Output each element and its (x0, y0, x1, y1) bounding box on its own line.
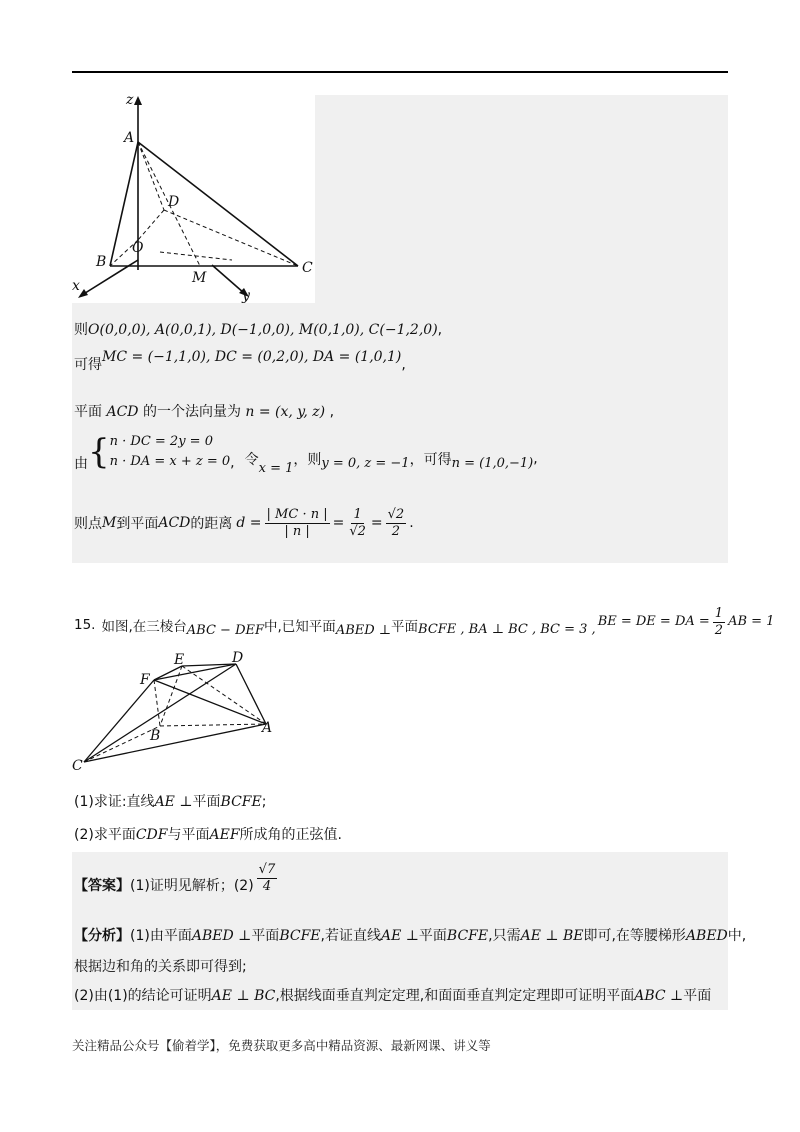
analysis-line-1 (74, 926, 746, 946)
coords-prefix: 则 (74, 322, 88, 338)
problem-half (713, 606, 725, 639)
system-get-math: n = (1,0,−1) (451, 455, 534, 471)
problem-15-statement (74, 605, 775, 642)
distance-prefix: 则点 (74, 516, 102, 532)
analysis-l1e: ,若证直线 (320, 928, 381, 944)
edge-DA (236, 664, 266, 724)
normal-vector-line (74, 402, 334, 422)
question-2 (74, 825, 342, 845)
problem-tai: ABC − DEF (186, 622, 265, 638)
problem-number: 15. (74, 617, 96, 633)
distance-frac3-den: 2 (391, 523, 401, 539)
answer-label: 【答案】 (74, 878, 130, 894)
y-axis-hidden (160, 252, 232, 260)
label-A: A (124, 130, 135, 146)
label-C: C (302, 260, 313, 276)
system-get: ，可得 (409, 452, 452, 468)
distance-plane: ACD (158, 515, 191, 531)
problem-plane1: ABED ⊥ (335, 622, 392, 638)
analysis-l1l: ABED (685, 928, 728, 944)
analysis-l1d: BCFE (279, 928, 321, 944)
q1-math1: AE ⊥ (154, 794, 193, 810)
system-prefix: 由 (74, 456, 88, 472)
vectors-prefix: 可得 (74, 357, 102, 373)
label-D2: D (232, 650, 244, 666)
analysis-l3c: ,根据线面垂直判定定理,和面面垂直判定定理即可证明平面 (275, 988, 635, 1004)
edge-FB (154, 680, 160, 726)
equation-system (74, 428, 538, 476)
analysis-l1i: ,只需 (488, 928, 521, 944)
distance-line (74, 498, 414, 548)
answer-num: √7 (258, 861, 276, 877)
vectors-math: MC = (−1,1,0), DC = (0,2,0), DA = (1,0,1) (102, 349, 402, 365)
problem-cond: BCFE , BA ⊥ BC , BC = 3 , (418, 621, 596, 637)
vectors-line (74, 349, 406, 375)
system-brace: { (88, 432, 110, 472)
distance-eq2: = (370, 515, 383, 531)
distance-frac2-den: √2 (349, 523, 366, 539)
distance-d: d = (236, 515, 262, 531)
system-then-math: y = 0, z = −1 (321, 455, 410, 471)
label-F: F (140, 672, 150, 688)
q1-text: (1)求证:直线 (74, 794, 155, 810)
problem-half-num: 1 (714, 605, 724, 621)
normal-prefix: 平面 (74, 404, 102, 420)
analysis-line-3 (74, 986, 711, 1006)
label-A2: A (262, 720, 273, 736)
normal-math: n = (x, y, z) (245, 404, 326, 420)
edge-BA (160, 724, 266, 726)
answer-line (74, 858, 280, 898)
coords-line (74, 320, 442, 340)
label-z: z (126, 92, 134, 108)
analysis-l3b: AE ⊥ BC (211, 988, 276, 1004)
analysis-l1h: BCFE (446, 928, 489, 944)
answer-part1: (1)证明见解析；(2) (130, 878, 254, 894)
label-D: D (168, 194, 180, 210)
analysis-l1j: AE ⊥ BE (520, 928, 584, 944)
analysis-l3e: 平面 (683, 988, 712, 1004)
analysis-label: 【分析】 (74, 928, 130, 944)
analysis-l1f: AE ⊥ (380, 928, 419, 944)
question-1 (74, 792, 266, 812)
system-eq2: n · DA = x + z = 0 (109, 454, 231, 469)
problem-eqs-end: AB = 1 (728, 613, 775, 629)
distance-mid: 到平面 (116, 516, 159, 532)
figure-pyramid-coordinate (72, 90, 317, 305)
figure-frustum (70, 650, 290, 775)
analysis-l3a: (2)由(1)的结论可证明 (74, 988, 212, 1004)
edge-FA (154, 680, 266, 724)
analysis-l1g: 平面 (418, 928, 447, 944)
label-B2: B (150, 728, 161, 744)
q2-math2: AEF (209, 827, 240, 843)
system-let-math: x = 1 (258, 460, 294, 476)
analysis-l2: 根据边和角的关系即可得到; (74, 959, 247, 975)
system-equations (110, 432, 231, 472)
system-then: ，则 (293, 452, 322, 468)
analysis-l3d: ABC ⊥ (634, 988, 684, 1004)
y-axis (212, 265, 244, 293)
analysis-l1m: 中, (727, 928, 747, 944)
system-let: 令 (244, 452, 259, 468)
label-y: y (242, 288, 250, 304)
distance-frac3-num: √2 (387, 506, 405, 522)
distance-eq: = (332, 515, 345, 531)
problem-text3: 平面 (391, 619, 419, 635)
normal-suffix: , (329, 404, 335, 420)
q1-end: ; (261, 794, 267, 810)
label-O: O (132, 240, 144, 256)
analysis-line-2 (74, 957, 247, 977)
label-E: E (174, 652, 185, 668)
label-C2: C (72, 758, 83, 774)
distance-fraction-3 (386, 507, 407, 540)
analysis-l1a: (1)由平面 (130, 928, 192, 944)
q2-text2: 与平面 (167, 827, 210, 843)
problem-text2: 中,已知平面 (264, 619, 336, 635)
answer-fraction (257, 862, 278, 895)
normal-plane: ACD (106, 404, 139, 420)
q1-text2: 平面 (192, 794, 221, 810)
distance-mid2: 的距离 (190, 516, 233, 532)
analysis-l1c: 平面 (251, 928, 280, 944)
distance-end: . (409, 515, 414, 531)
edge-CB (84, 726, 160, 762)
edge-OD (138, 210, 164, 240)
problem-text1: 如图,在三棱台 (101, 619, 187, 635)
label-M: M (192, 270, 207, 286)
footer-promo: 关注精品公众号【偷着学】，免费获取更多高中精品资源、最新网课、讲义等 (72, 1038, 491, 1053)
normal-mid: 的一个法向量为 (142, 404, 241, 420)
q2-text3: 所成角的正弦值. (239, 827, 342, 843)
system-end: , (533, 451, 538, 467)
system-eq1: n · DC = 2y = 0 (109, 434, 213, 449)
answer-den: 4 (262, 878, 272, 894)
distance-frac-num: | MC · n | (266, 506, 328, 522)
coords-math: O(0,0,0), A(0,0,1), D(−1,0,0), M(0,1,0), C(−1,2,0) (88, 322, 438, 338)
edge-EA (182, 666, 266, 724)
edge-DC (164, 210, 298, 266)
z-axis-arrow (134, 96, 142, 105)
distance-point: M (102, 515, 117, 531)
label-B: B (96, 254, 107, 270)
header-rule (72, 71, 728, 73)
q1-math2: BCFE (220, 794, 262, 810)
problem-half-den: 2 (714, 622, 724, 638)
q2-math1: CDF (135, 827, 168, 843)
distance-fraction-2 (347, 507, 368, 540)
analysis-l1b: ABED ⊥ (191, 928, 252, 944)
distance-frac2-num: 1 (353, 506, 362, 522)
vectors-suffix: , (401, 357, 406, 373)
analysis-l1k: 即可,在等腰梯形 (583, 928, 686, 944)
distance-frac-den: | n | (284, 523, 310, 539)
distance-fraction (265, 507, 330, 540)
label-x: x (72, 278, 80, 294)
problem-eqs: BE = DE = DA = (597, 613, 710, 629)
q2-text: (2)求平面 (74, 827, 136, 843)
system-sep: , (230, 455, 235, 471)
coords-suffix: , (437, 322, 443, 338)
